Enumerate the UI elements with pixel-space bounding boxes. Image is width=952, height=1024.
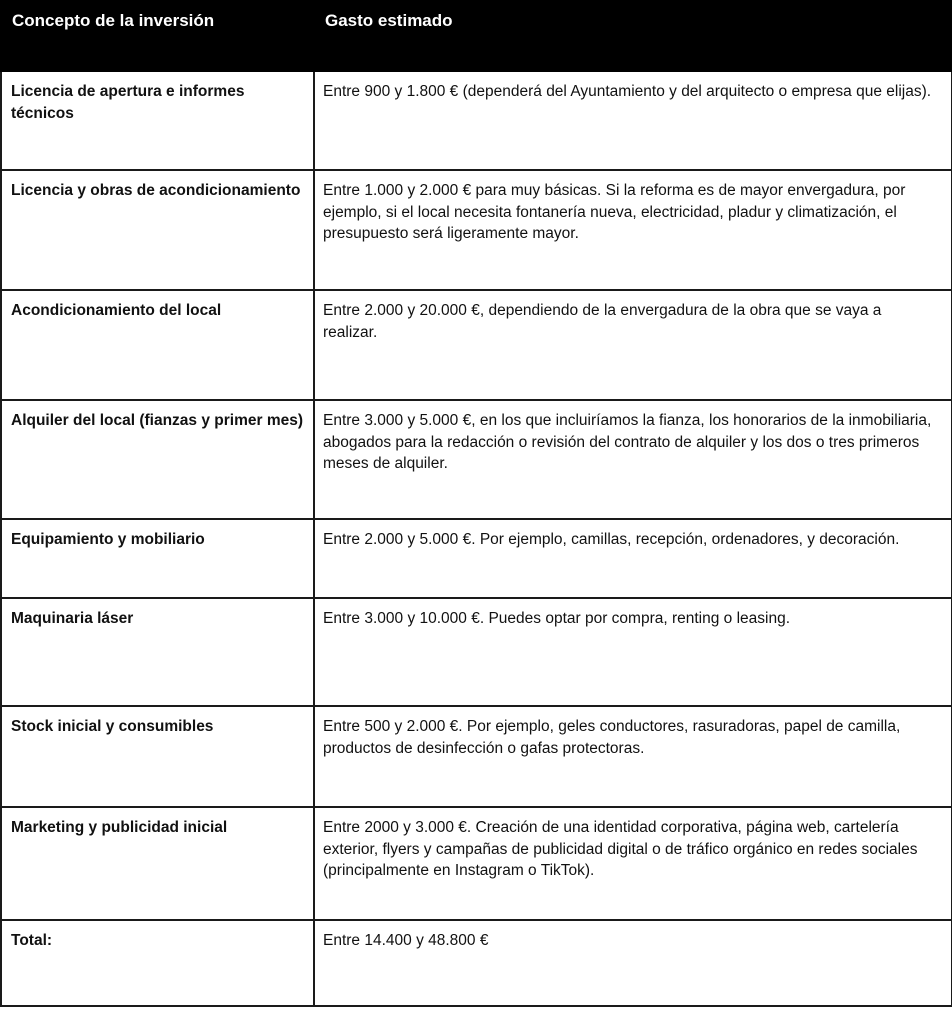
total-label: Total: (1, 920, 314, 1006)
row-concept: Equipamiento y mobiliario (1, 519, 314, 598)
row-estimate: Entre 900 y 1.800 € (dependerá del Ayuntamiento y del arquitecto o empresa que elijas). (314, 71, 952, 170)
row-concept: Alquiler del local (fianzas y primer mes) (1, 400, 314, 519)
table-body (1, 71, 952, 1006)
table-row (1, 71, 952, 170)
table-row (1, 807, 952, 920)
table-row (1, 519, 952, 598)
header-estimate: Gasto estimado (314, 1, 952, 71)
header-row (1, 1, 952, 71)
table-row (1, 170, 952, 290)
row-concept: Licencia y obras de acondicionamiento (1, 170, 314, 290)
row-estimate: Entre 3.000 y 5.000 €, en los que incluiríamos la fianza, los honorarios de la inmobiliaria, abogados para la redacción o revisión del contrato de alquiler y los dos o tres primeros meses de alquiler. (314, 400, 952, 519)
row-estimate: Entre 2000 y 3.000 €. Creación de una identidad corporativa, página web, cartelería exterior, flyers y campañas de publicidad digital o de tráfico orgánico en redes sociales (principalmente en Instagram o TikTok). (314, 807, 952, 920)
row-concept: Maquinaria láser (1, 598, 314, 706)
row-concept: Marketing y publicidad inicial (1, 807, 314, 920)
row-estimate: Entre 2.000 y 20.000 €, dependiendo de la envergadura de la obra que se vaya a realizar. (314, 290, 952, 400)
table-row (1, 706, 952, 807)
row-estimate: Entre 1.000 y 2.000 € para muy básicas. Si la reforma es de mayor envergadura, por ejemplo, si el local necesita fontanería nueva, electricidad, pladur y climatización, el presupuesto será ligeramente mayor. (314, 170, 952, 290)
row-estimate: Entre 500 y 2.000 €. Por ejemplo, geles conductores, rasuradoras, papel de camilla, productos de desinfección o gafas protectoras. (314, 706, 952, 807)
header-concept: Concepto de la inversión (1, 1, 314, 71)
table-row-total (1, 920, 952, 1006)
row-concept: Stock inicial y consumibles (1, 706, 314, 807)
row-estimate: Entre 3.000 y 10.000 €. Puedes optar por compra, renting o leasing. (314, 598, 952, 706)
table-header (1, 1, 952, 71)
table-row (1, 290, 952, 400)
table-row (1, 400, 952, 519)
row-concept: Acondicionamiento del local (1, 290, 314, 400)
table-row (1, 598, 952, 706)
row-estimate: Entre 2.000 y 5.000 €. Por ejemplo, camillas, recepción, ordenadores, y decoración. (314, 519, 952, 598)
total-value: Entre 14.400 y 48.800 € (314, 920, 952, 1006)
row-concept: Licencia de apertura e informes técnicos (1, 71, 314, 170)
